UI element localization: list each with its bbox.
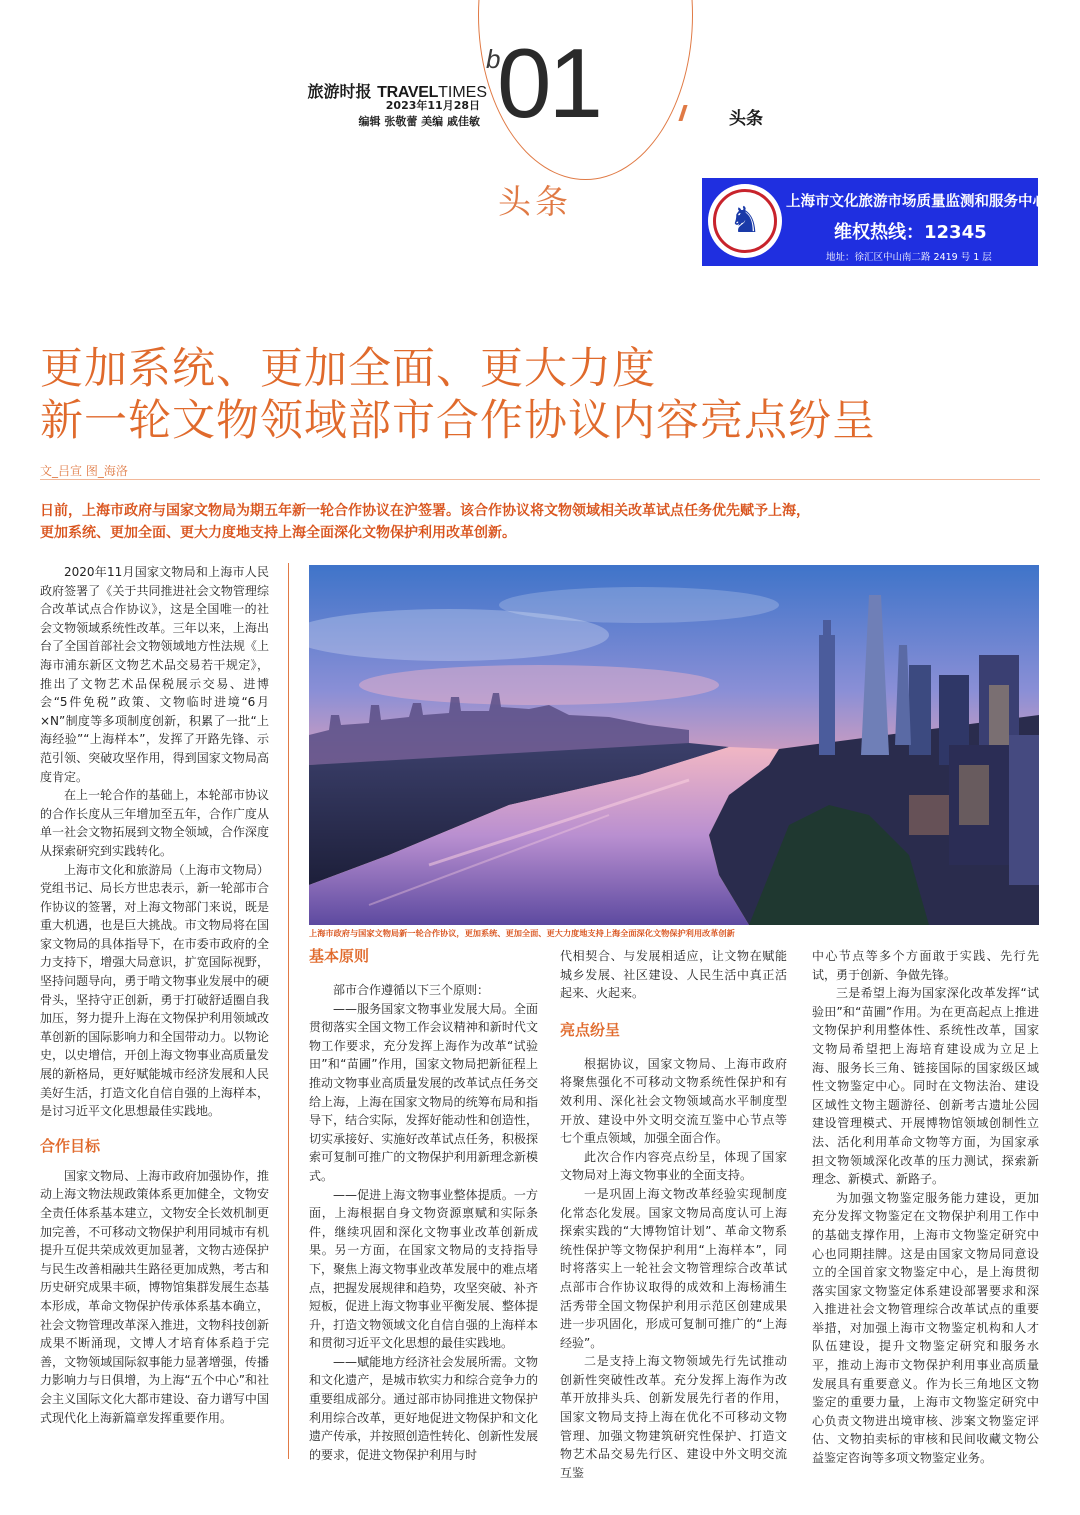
- section-heading-goals: 合作目标: [40, 1136, 101, 1155]
- section-tag-large: 头条: [498, 182, 572, 221]
- paragraph: 为加强文物鉴定服务能力建设，更加充分发挥文物鉴定在文物保护利用工作中的基础支撑作用，上海市文物鉴定研究中心也同期挂牌。这是由国家文物局同意设立的全国首家文物鉴定中心，是上海贯彻落实国家文物鉴定体系建设部署要求和深入推进社会文物管理综合改革试点的重要举措，对加强上海市文物鉴定机构和人才队伍建设，提升文物鉴定研究和服务水平，推动上海市文物保护利用事业高质量发展具有重要意义。作为长三角地区文物鉴定的重要力量，上海市文物鉴定研究中心负责文物进出境审核、涉案文物鉴定评估、文物拍卖标的审核和民间收藏文物公益鉴定咨询等多项文物鉴定业务。: [812, 1190, 1039, 1466]
- section-heading-principles: 基本原则: [309, 947, 370, 965]
- service-center-ad: [702, 178, 1047, 266]
- horse-seal-logo-icon: [708, 184, 782, 258]
- paragraph: 国家文物局、上海市政府加强协作，推动上海文物法规政策体系更加健全，文物安全责任体系基本建立，文物安全长效机制更加完善，不可移动文物保护利用同城市有机提升互促共荣成效更加显著，文物古迹保护与民生改善相融共生路径更加成熟，考古和历史研究成果丰硕，博物馆集群发展生态基本形成，革命文物保护传承体系基本确立，社会文物管理改革深入推进，文物科技创新成果不断涌现，文博人才培育体系趋于完善，文物领域国际叙事能力显著增强，传播力影响力与日俱增，为上海“五个中心”和社会主义国际文化大都市建设、奋力谱写中国式现代化上海新篇章发挥重要作用。: [40, 1168, 269, 1425]
- edition-letter: b: [486, 44, 501, 74]
- headline-rule: [40, 479, 1040, 480]
- paragraph: 一是巩固上海文物改革经验实现制度化常态化发展。国家文物局高度认可上海探索实践的“大博物馆计划”、革命文物系统性保护等文物保护利用“上海样本”，同时将落实上一轮社会文物管理综合改革试点部市合作协议取得的成效和上海杨浦生活秀带全国文物保护利用示范区创建成果进一步巩固化，形成可复制可推广的“上海经验”。: [560, 1186, 787, 1350]
- issue-date: 2023年11月28日: [385, 99, 480, 112]
- edition-number: 01: [497, 28, 601, 138]
- paper-name-en-thin: TIMES: [438, 84, 487, 101]
- headline-line-2: 新一轮文物领域部市合作协议内容亮点纷呈: [40, 396, 876, 446]
- column-1: [40, 563, 269, 1427]
- byline: 文_吕宣 图_海洛: [40, 464, 128, 478]
- paragraph: ——赋能地方经济社会发展所需。文物和文化遗产，是城市软实力和综合竞争力的重要组成部分。通过部市协同推进文物保护利用综合改革，更好地促进文物保护和文化遗产传承，并按照创造性转化、创新性发展的要求，促进文物保护利用与时: [309, 1354, 538, 1462]
- paragraph: 三是希望上海为国家深化改革发挥“试验田”和“苗圃”作用。为在更高起点上推进文物保护利用整体性、系统性改革，国家文物局希望把上海培育建设成为立足上海、服务长三角、链接国际的国家级区域性文物鉴定中心。同时在文物法治、建设区域性文物主题游径、创新考古遗址公园建设管理模式、开展博物馆领域创制性立法、活化利用革命文物等方面，为国家承担文物领域深化改革的压力测试，探索新理念、新模式、新路子。: [812, 986, 1039, 1187]
- horse-icon: ♞: [728, 200, 762, 241]
- section-tag-small: 头条: [729, 109, 763, 129]
- column-3: [560, 947, 787, 1482]
- column-4: [812, 947, 1039, 1468]
- paragraph: 上海市文化和旅游局（上海市文物局）党组书记、局长方世忠表示，新一轮部市合作协议的签署，对上海文物部门来说，既是重大机遇，也是巨大挑战。市文物局将在国家文物局的具体指导下，在市委市政府的全力支持下，增强大局意识，扩宽国际视野，坚持问题导向，勇于啃文物事业发展中的硬骨头，坚持守正创新，勇于打破舒适圈自我加压，努力提升上海在文物保护利用领域改革创新的国际影响力和全国带动力。以物论史，以史增信，开创上海文物事业高质量发展的新格局，更好赋能城市经济发展和人民美好生活，打造文化自信自强的上海样本，是讨习近平文化思想最佳实践地。: [40, 862, 269, 1119]
- paper-name-cn: 旅游时报: [307, 82, 372, 101]
- paragraph: 在上一轮合作的基础上，本轮部市协议的合作长度从三年增加至五年，合作广度从单一社会文物拓展到文物全领域，合作深度从探索研究到实践转化。: [40, 788, 269, 858]
- paragraph: ——促进上海文物事业整体提质。一方面，上海根据自身文物资源禀赋和实际条件，继续巩固和深化文物事业改革创新成果。另一方面，在国家文物局的支持指导下，聚焦上海文物事业改革发展中的难点堵点，把握发展规律和趋势，攻坚突破、补齐短板，促进上海文物事业平衡发展、整体提升，打造文物领域文化自信自强的上海样本和贯彻习近平文化思想的最佳实践地。: [309, 1187, 538, 1351]
- section-heading-highlights: 亮点纷呈: [560, 1020, 621, 1039]
- article-headline: [40, 343, 876, 447]
- paragraph: 中心节点等多个方面敢于实践、先行先试，勇于创新、争做先锋。: [812, 949, 1039, 982]
- photo-caption: 上海市政府与国家文物局新一轮合作协议，更加系统、更加全面、更大力度地支持上海全面深化文物保护利用改革创新: [309, 928, 735, 938]
- paragraph: 此次合作内容亮点纷呈，体现了国家文物局对上海文物事业的全面支持。: [560, 1149, 787, 1183]
- ad-address: 地址：徐汇区中山南二路 2419 号 1 层: [826, 252, 992, 263]
- editors-line: 编辑 张敬蕾 美编 戚佳敏: [358, 115, 480, 128]
- paragraph: 2020年11月国家文物局和上海市人民政府签署了《关于共同推进社会文物管理综合改革试点合作协议》，这是全国唯一的社会文物领域系统性改革。三年以来，上海出台了全国首部社会文物领域地方性法规《上海市浦东新区文物艺术品交易若干规定》，推出了文物艺术品保税展示交易、进博会“5件免税”政策、文物临时进境“6月×N”制度等多项制度创新，积累了一批“上海经验”“上海样本”，发挥了开路先锋、示范引领、突破攻坚作用，得到国家文物局高度肯定。: [40, 565, 269, 784]
- paragraph: ——服务国家文物事业发展大局。全面贯彻落实全国文物工作会议精神和新时代文物工作要求，充分发挥上海作为改革“试验田”和“苗圃”作用，国家文物局把新征程上推动文物事业高质量发展的改革试点任务交给上海，上海在国家文物局的统筹布局和指导下，结合实际，发挥好能动性和创造性，切实承接好、实施好改革试点任务，积极探索可复制可推广的文物保护利用新理念新模式。: [309, 1001, 538, 1183]
- paragraph: 代相契合、与发展相适应，让文物在赋能城乡发展、社区建设、人民生活中真正活起来、火起来。: [560, 949, 787, 1001]
- section-slash-mark: [678, 105, 687, 121]
- lead-paragraph: 日前，上海市政府与国家文物局为期五年新一轮合作协议在沪签署。该合作协议将文物领域相关改革试点任务优先赋予上海，更加系统、更加全面、更大力度地支持上海全面深化文物保护利用改革创新。: [40, 503, 810, 541]
- skyline-photo: [309, 565, 1039, 925]
- column-2: [309, 947, 538, 1464]
- paragraph: 根据协议，国家文物局、上海市政府将聚焦强化不可移动文物系统性保护和有效利用、深化社会文物领域高水平制度型开放、建设中外文明交流互鉴中心节点等七个重点领域，加强全面合作。: [560, 1056, 787, 1146]
- ad-hotline: 维权热线：12345: [834, 222, 987, 243]
- ad-title: 上海市文化旅游市场质量监测和服务中心: [786, 194, 1047, 210]
- headline-line-1: 更加系统、更加全面、更大力度: [40, 344, 656, 394]
- paper-name-en-bold: TRAVEL: [377, 84, 439, 101]
- paragraph: 部市合作遵循以下三个原则：: [333, 983, 490, 997]
- paragraph: 二是支持上海文物领域先行先试推动创新性突破性改革。充分发挥上海作为改革开放排头兵、创新发展先行者的作用，国家文物局支持上海在优化不可移动文物管理、加强文物建筑研究性保护、打造文物艺术品交易先行区、建设中外文明交流互鉴: [560, 1354, 787, 1480]
- column-divider: [288, 563, 289, 1459]
